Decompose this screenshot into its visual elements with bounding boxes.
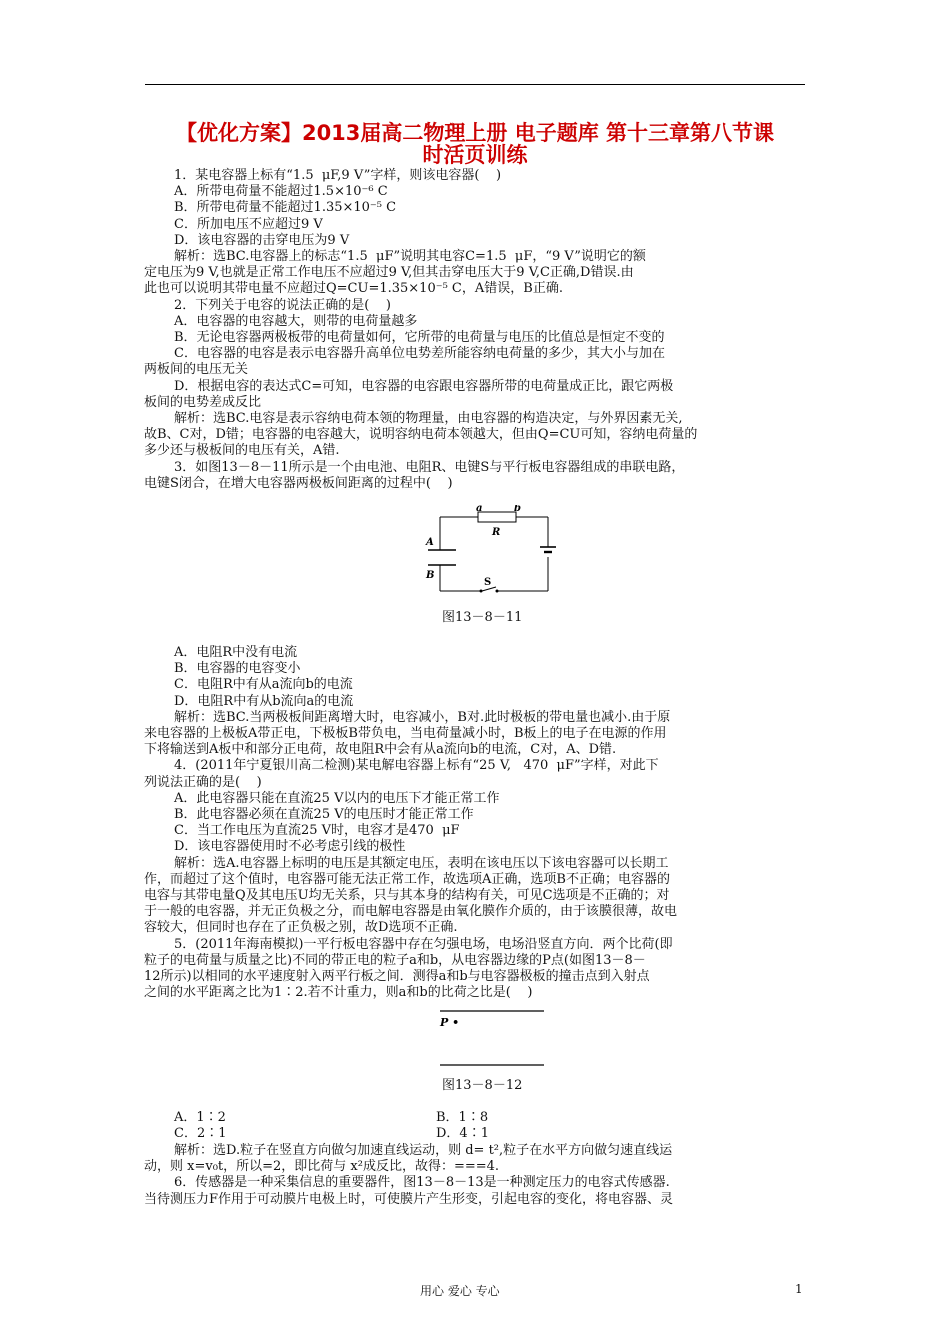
option-c: C．2∶1	[174, 1126, 227, 1142]
page-title	[140, 122, 810, 166]
question-block-3	[144, 1143, 810, 1208]
text-line: 容较大，但同时也存在了正负极之别，故D选项不正确.	[144, 920, 458, 936]
footer-slogan: 用心 爱心 专心	[420, 1284, 500, 1298]
text-line: C．电容器的电容是表示电容器升高单位电势差所能容纳电荷量的多少，其大小与加在	[174, 346, 665, 362]
text-line: D．该电容器的击穿电压为9 V	[174, 232, 350, 248]
text-line: A．所带电荷量不能超过1.5×10⁻⁶ C	[174, 184, 388, 200]
text-line: B．电容器的电容变小	[174, 661, 301, 677]
label-plate-a: A	[426, 537, 434, 548]
text-line: C．所加电压不应超过9 V	[174, 216, 323, 232]
text-line: 下将输送到A板中和部分正电荷，故电阻R中会有从a流向b的电流，C对，A、D错.	[144, 742, 617, 758]
text-line: B．所带电荷量不能超过1.35×10⁻⁵ C	[174, 200, 397, 216]
text-line: 之间的水平距离之比为1∶2.若不计重力，则a和b的比荷之比是( )	[144, 985, 533, 1001]
title-line-1: 【优化方案】2013届高二物理上册 电子题库 第十三章第八节课	[175, 121, 775, 145]
text-line: 粒子的电荷量与质量之比)不同的带正电的粒子a和b，从电容器边缘的P点(如图13－8－	[144, 952, 646, 968]
option-a: A．1∶2	[174, 1110, 226, 1125]
label-p: P •	[440, 1016, 460, 1029]
label-a: a	[476, 505, 483, 514]
page-number: 1	[795, 1282, 803, 1296]
text-line: 6．传感器是一种采集信息的重要器件，图13－8－13是一种测定压力的电容式传感器.	[174, 1175, 670, 1191]
label-plate-b: B	[426, 570, 435, 581]
text-line: 12所示)以相同的水平速度射入两平行板之间．测得a和b与电容器极板的撞击点到入射点	[144, 969, 650, 985]
text-line: 列说法正确的是( )	[144, 774, 262, 790]
options-q5	[174, 1110, 810, 1142]
text-line: 作，而超过了这个值时，电容器可能无法正常工作，故选项A正确，选项B不正确；电容器的	[144, 871, 670, 887]
text-line: 解析：选D.粒子在竖直方向做匀加速直线运动，则 d= t²,粒子在水平方向做匀速直线运	[174, 1143, 673, 1158]
text-line: D．根据电容的表达式C=可知，电容器的电容跟电容器所带的电荷量成正比，跟它两极	[174, 378, 674, 394]
figure-caption-1: 图13－8－11	[442, 610, 523, 625]
resistor-r	[478, 512, 516, 522]
text-line: 板间的电势差成反比	[144, 394, 262, 410]
figure-caption-2: 图13－8－12	[442, 1078, 523, 1093]
text-line: 4．(2011年宁夏银川高二检测)某电解电容器上标有“25 V, 470 μF”字样，对此下	[174, 758, 659, 774]
text-line: 于一般的电容器，并无正负极之分，而电解电容器是由氧化膜作介质的，由于该膜很薄，故电	[144, 904, 678, 920]
text-line: C．当工作电压为直流25 V时，电容才是470 μF	[174, 823, 460, 839]
text-line: B．无论电容器两极板带的电荷量如何，它所带的电荷量与电压的比值总是恒定不变的	[174, 330, 665, 346]
circuit-diagram	[420, 505, 560, 600]
text-line: 动，则 x=v₀t，所以=2，即比荷与 x²成反比，故得：===4.	[144, 1159, 500, 1175]
text-line: 1．某电容器上标有“1.5 μF,9 V”字样，则该电容器( )	[174, 168, 502, 183]
text-line: 故B、C对，D错；电容器的电容越大，说明容纳电荷本领越大，但由Q=CU可知，容纳电荷量的	[144, 427, 698, 443]
text-line: 解析：选BC.电容器上的标志“1.5 μF”说明其电容C=1.5 μF，“9 V”说明它的额	[174, 249, 646, 265]
text-line: 多少还与极板间的电压有关，A错.	[144, 443, 340, 459]
text-line: 两板间的电压无关	[144, 362, 249, 378]
header-rule	[145, 84, 805, 85]
text-line: 3．如图13－8－11所示是一个由电池、电阻R、电键S与平行板电容器组成的串联电路，	[174, 459, 685, 475]
text-line: 解析：选BC.当两极板间距离增大时，电容减小，B对.此时极板的带电量也减小.由于原	[174, 709, 671, 725]
text-line: 5．(2011年海南模拟)一平行板电容器中存在匀强电场，电场沿竖直方向．两个比荷(即	[174, 936, 673, 952]
option-b: B．1∶8	[436, 1110, 489, 1125]
label-s: S	[484, 577, 492, 588]
plates-diagram	[436, 1007, 548, 1069]
text-line: 当待测压力F作用于可动膜片电极上时，可使膜片产生形变，引起电容的变化，将电容器、灵	[144, 1191, 674, 1207]
label-b: b	[514, 505, 521, 514]
text-line: 定电压为9 V,也就是正常工作电压不应超过9 V,但其击穿电压大于9 V,C正确,D错误.由	[144, 265, 634, 281]
text-line: 解析：选A.电容器上标明的电压是其额定电压，表明在该电压以下该电容器可以长期工	[174, 855, 669, 871]
title-line-2: 时活页训练	[422, 143, 528, 167]
text-line: 解析：选BC.电容是表示容纳电荷本领的物理量，由电容器的构造决定，与外界因素无关,	[174, 411, 683, 427]
text-line: D．电阻R中有从b流向a的电流	[174, 693, 354, 709]
text-line: B．此电容器必须在直流25 V的电压时才能正常工作	[174, 807, 474, 823]
text-line: 电键S闭合，在增大电容器两极板间距离的过程中( )	[144, 475, 453, 491]
text-line: D．该电容器使用时不必考虑引线的极性	[174, 839, 406, 855]
text-line: 电容与其带电量Q及其电压U均无关系，只与其本身的结构有关，可见C选项是不正确的；对	[144, 888, 670, 904]
label-r: R	[492, 527, 501, 538]
text-line: A．此电容器只能在直流25 V以内的电压下才能正常工作	[174, 790, 500, 806]
question-block-1	[144, 168, 810, 492]
text-line: 来电容器的上极板A带正电，下极板B带负电，当电荷量减小时，B板上的电子在电源的作用	[144, 726, 667, 742]
text-line: A．电容器的电容越大，则带的电荷量越多	[174, 313, 418, 329]
text-line: C．电阻R中有从a流向b的电流	[174, 677, 353, 693]
option-d: D．4∶1	[436, 1126, 489, 1142]
question-block-2	[144, 645, 810, 1001]
text-line: 此也可以说明其带电量不应超过Q=CU=1.35×10⁻⁵ C，A错误，B正确.	[144, 281, 563, 297]
text-line: 2．下列关于电容的说法正确的是( )	[174, 297, 391, 313]
text-line: A．电阻R中没有电流	[174, 645, 298, 660]
